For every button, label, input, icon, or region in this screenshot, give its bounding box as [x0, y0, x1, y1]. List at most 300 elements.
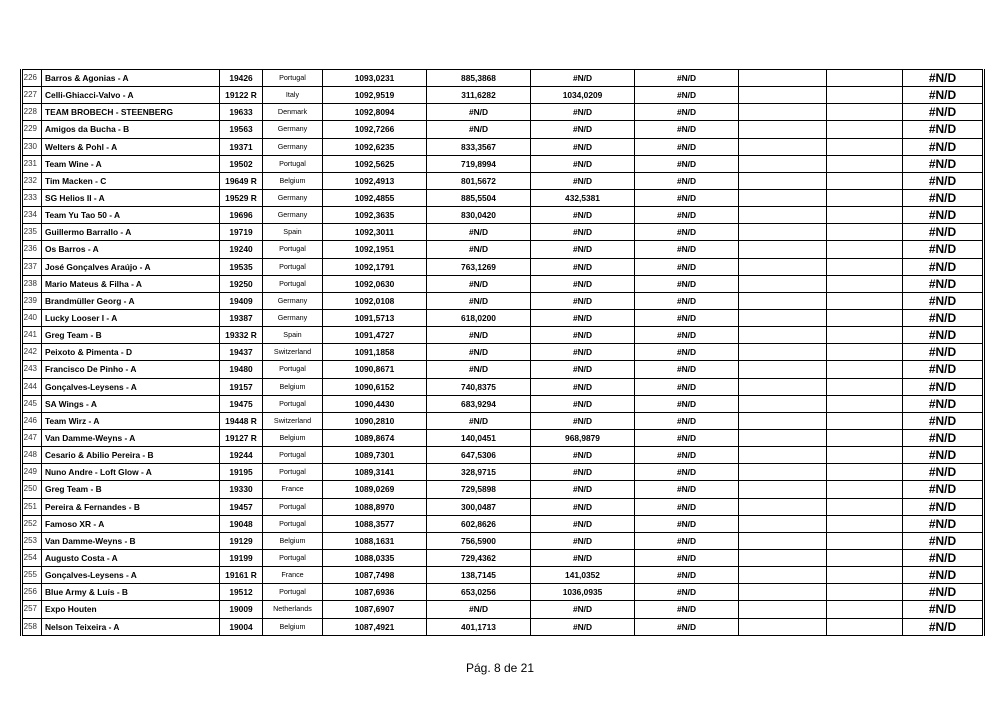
value-4: #N/D [635, 481, 739, 498]
value-4: #N/D [635, 567, 739, 584]
value-3: #N/D [531, 275, 635, 292]
final-value: #N/D [903, 618, 984, 635]
empty-cell [739, 344, 827, 361]
value-3: #N/D [531, 309, 635, 326]
empty-cell [739, 172, 827, 189]
value-1: 1087,7498 [323, 567, 427, 584]
final-value: #N/D [903, 481, 984, 498]
row-number: 251 [22, 498, 42, 515]
team-name: Lucky Looser I - A [42, 309, 220, 326]
row-number: 256 [22, 584, 42, 601]
value-4: #N/D [635, 241, 739, 258]
empty-cell [739, 224, 827, 241]
country: Germany [263, 189, 323, 206]
value-2: #N/D [427, 361, 531, 378]
value-2: 401,1713 [427, 618, 531, 635]
value-3: 432,5381 [531, 189, 635, 206]
value-3: #N/D [531, 344, 635, 361]
row-number: 242 [22, 344, 42, 361]
empty-cell [739, 361, 827, 378]
value-3: 141,0352 [531, 567, 635, 584]
value-4: #N/D [635, 464, 739, 481]
value-4: #N/D [635, 275, 739, 292]
table-row [22, 412, 984, 429]
team-name: Amigos da Bucha - B [42, 121, 220, 138]
row-number: 258 [22, 618, 42, 635]
final-value: #N/D [903, 138, 984, 155]
country: Belgium [263, 429, 323, 446]
value-4: #N/D [635, 361, 739, 378]
value-2: 756,5900 [427, 532, 531, 549]
empty-cell [827, 172, 903, 189]
ring-number: 19426 [220, 70, 263, 87]
value-3: #N/D [531, 258, 635, 275]
row-number: 253 [22, 532, 42, 549]
value-2: #N/D [427, 275, 531, 292]
country: Denmark [263, 104, 323, 121]
ring-number: 19535 [220, 258, 263, 275]
value-2: 647,5306 [427, 447, 531, 464]
value-2: 830,0420 [427, 207, 531, 224]
table-row [22, 498, 984, 515]
value-1: 1092,6235 [323, 138, 427, 155]
empty-cell [739, 549, 827, 566]
table-row [22, 481, 984, 498]
value-1: 1092,3011 [323, 224, 427, 241]
value-2: 885,5504 [427, 189, 531, 206]
table-row [22, 207, 984, 224]
empty-cell [827, 138, 903, 155]
final-value: #N/D [903, 241, 984, 258]
value-2: #N/D [427, 412, 531, 429]
value-1: 1089,7301 [323, 447, 427, 464]
empty-cell [827, 567, 903, 584]
table-row [22, 429, 984, 446]
row-number: 231 [22, 155, 42, 172]
final-value: #N/D [903, 601, 984, 618]
table-row [22, 532, 984, 549]
ring-number: 19437 [220, 344, 263, 361]
table-row [22, 172, 984, 189]
value-2: #N/D [427, 121, 531, 138]
empty-cell [827, 464, 903, 481]
final-value: #N/D [903, 258, 984, 275]
value-1: 1092,4855 [323, 189, 427, 206]
row-number: 255 [22, 567, 42, 584]
value-4: #N/D [635, 70, 739, 87]
ring-number: 19502 [220, 155, 263, 172]
value-1: 1087,4921 [323, 618, 427, 635]
team-name: Expo Houten [42, 601, 220, 618]
value-2: 729,5898 [427, 481, 531, 498]
empty-cell [739, 121, 827, 138]
value-4: #N/D [635, 189, 739, 206]
country: Portugal [263, 241, 323, 258]
value-2: 719,8994 [427, 155, 531, 172]
value-4: #N/D [635, 172, 739, 189]
empty-cell [739, 327, 827, 344]
value-2: 138,7145 [427, 567, 531, 584]
value-3: #N/D [531, 481, 635, 498]
results-table [20, 69, 985, 636]
empty-cell [827, 207, 903, 224]
value-2: #N/D [427, 224, 531, 241]
empty-cell [827, 601, 903, 618]
empty-cell [827, 515, 903, 532]
final-value: #N/D [903, 309, 984, 326]
team-name: Nelson Teixeira - A [42, 618, 220, 635]
ring-number: 19371 [220, 138, 263, 155]
value-3: 1034,0209 [531, 87, 635, 104]
team-name: Van Damme-Weyns - A [42, 429, 220, 446]
row-number: 254 [22, 549, 42, 566]
empty-cell [739, 395, 827, 412]
country: Portugal [263, 584, 323, 601]
value-1: 1091,4727 [323, 327, 427, 344]
empty-cell [739, 189, 827, 206]
country: Netherlands [263, 601, 323, 618]
table-row [22, 584, 984, 601]
ring-number: 19122 R [220, 87, 263, 104]
ring-number: 19009 [220, 601, 263, 618]
empty-cell [739, 532, 827, 549]
table-row [22, 292, 984, 309]
final-value: #N/D [903, 412, 984, 429]
table-row [22, 464, 984, 481]
team-name: SA Wings - A [42, 395, 220, 412]
value-1: 1089,8674 [323, 429, 427, 446]
empty-cell [739, 258, 827, 275]
empty-cell [739, 498, 827, 515]
team-name: TEAM BROBECH - STEENBERG [42, 104, 220, 121]
final-value: #N/D [903, 567, 984, 584]
row-number: 241 [22, 327, 42, 344]
value-2: 300,0487 [427, 498, 531, 515]
final-value: #N/D [903, 155, 984, 172]
value-3: #N/D [531, 172, 635, 189]
value-4: #N/D [635, 549, 739, 566]
value-4: #N/D [635, 121, 739, 138]
value-3: #N/D [531, 532, 635, 549]
row-number: 238 [22, 275, 42, 292]
country: Switzerland [263, 412, 323, 429]
final-value: #N/D [903, 172, 984, 189]
ring-number: 19696 [220, 207, 263, 224]
empty-cell [827, 104, 903, 121]
value-3: #N/D [531, 224, 635, 241]
empty-cell [827, 549, 903, 566]
value-2: 885,3868 [427, 70, 531, 87]
value-1: 1092,4913 [323, 172, 427, 189]
row-number: 228 [22, 104, 42, 121]
ring-number: 19157 [220, 378, 263, 395]
ring-number: 19475 [220, 395, 263, 412]
row-number: 252 [22, 515, 42, 532]
ring-number: 19161 R [220, 567, 263, 584]
final-value: #N/D [903, 104, 984, 121]
table-row [22, 447, 984, 464]
row-number: 229 [22, 121, 42, 138]
row-number: 234 [22, 207, 42, 224]
value-1: 1092,1791 [323, 258, 427, 275]
table-row [22, 515, 984, 532]
value-3: #N/D [531, 327, 635, 344]
table-row [22, 549, 984, 566]
value-3: #N/D [531, 155, 635, 172]
table-row [22, 395, 984, 412]
row-number: 243 [22, 361, 42, 378]
row-number: 239 [22, 292, 42, 309]
value-3: #N/D [531, 395, 635, 412]
empty-cell [827, 361, 903, 378]
value-3: 968,9879 [531, 429, 635, 446]
value-1: 1092,9519 [323, 87, 427, 104]
value-4: #N/D [635, 618, 739, 635]
value-3: #N/D [531, 361, 635, 378]
team-name: Blue Army & Luís - B [42, 584, 220, 601]
empty-cell [827, 258, 903, 275]
row-number: 240 [22, 309, 42, 326]
row-number: 237 [22, 258, 42, 275]
value-4: #N/D [635, 138, 739, 155]
team-name: Guillermo Barrallo - A [42, 224, 220, 241]
final-value: #N/D [903, 532, 984, 549]
team-name: Os Barros - A [42, 241, 220, 258]
empty-cell [739, 87, 827, 104]
row-number: 230 [22, 138, 42, 155]
final-value: #N/D [903, 378, 984, 395]
empty-cell [739, 378, 827, 395]
empty-cell [827, 309, 903, 326]
value-1: 1087,6907 [323, 601, 427, 618]
team-name: Pereira & Fernandes - B [42, 498, 220, 515]
value-4: #N/D [635, 87, 739, 104]
empty-cell [827, 412, 903, 429]
final-value: #N/D [903, 361, 984, 378]
country: Germany [263, 309, 323, 326]
value-4: #N/D [635, 412, 739, 429]
empty-cell [739, 292, 827, 309]
final-value: #N/D [903, 189, 984, 206]
value-3: #N/D [531, 618, 635, 635]
results-table-body [22, 70, 984, 636]
final-value: #N/D [903, 464, 984, 481]
row-number: 227 [22, 87, 42, 104]
team-name: Augusto Costa - A [42, 549, 220, 566]
value-4: #N/D [635, 498, 739, 515]
team-name: Brandmüller Georg - A [42, 292, 220, 309]
team-name: Team Yu Tao 50 - A [42, 207, 220, 224]
value-4: #N/D [635, 447, 739, 464]
final-value: #N/D [903, 549, 984, 566]
ring-number: 19129 [220, 532, 263, 549]
team-name: SG Helios II - A [42, 189, 220, 206]
country: Belgium [263, 172, 323, 189]
table-row [22, 138, 984, 155]
country: Portugal [263, 464, 323, 481]
value-3: 1036,0935 [531, 584, 635, 601]
value-1: 1087,6936 [323, 584, 427, 601]
ring-number: 19048 [220, 515, 263, 532]
empty-cell [827, 327, 903, 344]
team-name: Welters & Pohl - A [42, 138, 220, 155]
value-1: 1088,8970 [323, 498, 427, 515]
country: Portugal [263, 70, 323, 87]
ring-number: 19127 R [220, 429, 263, 446]
final-value: #N/D [903, 498, 984, 515]
country: Spain [263, 327, 323, 344]
table-row [22, 104, 984, 121]
team-name: José Gonçalves Araújo - A [42, 258, 220, 275]
value-4: #N/D [635, 327, 739, 344]
value-2: #N/D [427, 327, 531, 344]
empty-cell [739, 567, 827, 584]
value-3: #N/D [531, 498, 635, 515]
value-1: 1088,0335 [323, 549, 427, 566]
row-number: 246 [22, 412, 42, 429]
value-1: 1090,2810 [323, 412, 427, 429]
ring-number: 19448 R [220, 412, 263, 429]
empty-cell [739, 464, 827, 481]
country: Portugal [263, 275, 323, 292]
page-number: Pág. 8 de 21 [465, 661, 535, 675]
table-row [22, 241, 984, 258]
table-row [22, 344, 984, 361]
table-row [22, 155, 984, 172]
value-3: #N/D [531, 104, 635, 121]
row-number: 235 [22, 224, 42, 241]
country: Portugal [263, 361, 323, 378]
ring-number: 19512 [220, 584, 263, 601]
empty-cell [827, 155, 903, 172]
ring-number: 19409 [220, 292, 263, 309]
value-2: 140,0451 [427, 429, 531, 446]
value-4: #N/D [635, 344, 739, 361]
team-name: Van Damme-Weyns - B [42, 532, 220, 549]
ring-number: 19529 R [220, 189, 263, 206]
country: Portugal [263, 447, 323, 464]
final-value: #N/D [903, 344, 984, 361]
value-2: #N/D [427, 241, 531, 258]
value-3: #N/D [531, 601, 635, 618]
row-number: 236 [22, 241, 42, 258]
value-3: #N/D [531, 207, 635, 224]
team-name: Francisco De Pinho - A [42, 361, 220, 378]
value-1: 1090,4430 [323, 395, 427, 412]
value-2: 833,3567 [427, 138, 531, 155]
ring-number: 19195 [220, 464, 263, 481]
value-2: 602,8626 [427, 515, 531, 532]
country: Spain [263, 224, 323, 241]
value-3: #N/D [531, 292, 635, 309]
team-name: Tim Macken - C [42, 172, 220, 189]
value-3: #N/D [531, 549, 635, 566]
value-1: 1092,0630 [323, 275, 427, 292]
value-1: 1088,3577 [323, 515, 427, 532]
final-value: #N/D [903, 224, 984, 241]
empty-cell [827, 395, 903, 412]
row-number: 232 [22, 172, 42, 189]
final-value: #N/D [903, 395, 984, 412]
country: Portugal [263, 395, 323, 412]
final-value: #N/D [903, 292, 984, 309]
value-2: 729,4362 [427, 549, 531, 566]
row-number: 248 [22, 447, 42, 464]
empty-cell [827, 241, 903, 258]
empty-cell [739, 70, 827, 87]
empty-cell [739, 309, 827, 326]
team-name: Greg Team - B [42, 481, 220, 498]
empty-cell [827, 189, 903, 206]
empty-cell [827, 224, 903, 241]
value-4: #N/D [635, 515, 739, 532]
team-name: Team Wine - A [42, 155, 220, 172]
final-value: #N/D [903, 327, 984, 344]
team-name: Gonçalves-Leysens - A [42, 567, 220, 584]
team-name: Famoso XR - A [42, 515, 220, 532]
row-number: 250 [22, 481, 42, 498]
table-row [22, 70, 984, 87]
final-value: #N/D [903, 207, 984, 224]
value-4: #N/D [635, 224, 739, 241]
value-4: #N/D [635, 309, 739, 326]
value-3: #N/D [531, 121, 635, 138]
value-3: #N/D [531, 464, 635, 481]
value-2: 801,5672 [427, 172, 531, 189]
table-row [22, 361, 984, 378]
empty-cell [827, 344, 903, 361]
country: Germany [263, 138, 323, 155]
country: Portugal [263, 515, 323, 532]
empty-cell [827, 429, 903, 446]
value-1: 1088,1631 [323, 532, 427, 549]
value-4: #N/D [635, 601, 739, 618]
value-4: #N/D [635, 584, 739, 601]
team-name: Greg Team - B [42, 327, 220, 344]
team-name: Mario Mateus & Filha - A [42, 275, 220, 292]
results-sheet [20, 69, 982, 636]
value-4: #N/D [635, 395, 739, 412]
country: Portugal [263, 498, 323, 515]
ring-number: 19649 R [220, 172, 263, 189]
empty-cell [827, 618, 903, 635]
value-3: #N/D [531, 447, 635, 464]
empty-cell [739, 601, 827, 618]
row-number: 244 [22, 378, 42, 395]
empty-cell [827, 498, 903, 515]
empty-cell [739, 155, 827, 172]
empty-cell [827, 378, 903, 395]
value-4: #N/D [635, 378, 739, 395]
empty-cell [739, 515, 827, 532]
value-2: 618,0200 [427, 309, 531, 326]
ring-number: 19332 R [220, 327, 263, 344]
country: France [263, 481, 323, 498]
final-value: #N/D [903, 275, 984, 292]
empty-cell [827, 70, 903, 87]
ring-number: 19244 [220, 447, 263, 464]
value-4: #N/D [635, 292, 739, 309]
value-2: #N/D [427, 104, 531, 121]
value-3: #N/D [531, 241, 635, 258]
table-row [22, 87, 984, 104]
table-row [22, 275, 984, 292]
value-2: 311,6282 [427, 87, 531, 104]
value-1: 1092,0108 [323, 292, 427, 309]
country: Belgium [263, 532, 323, 549]
empty-cell [739, 104, 827, 121]
value-1: 1093,0231 [323, 70, 427, 87]
